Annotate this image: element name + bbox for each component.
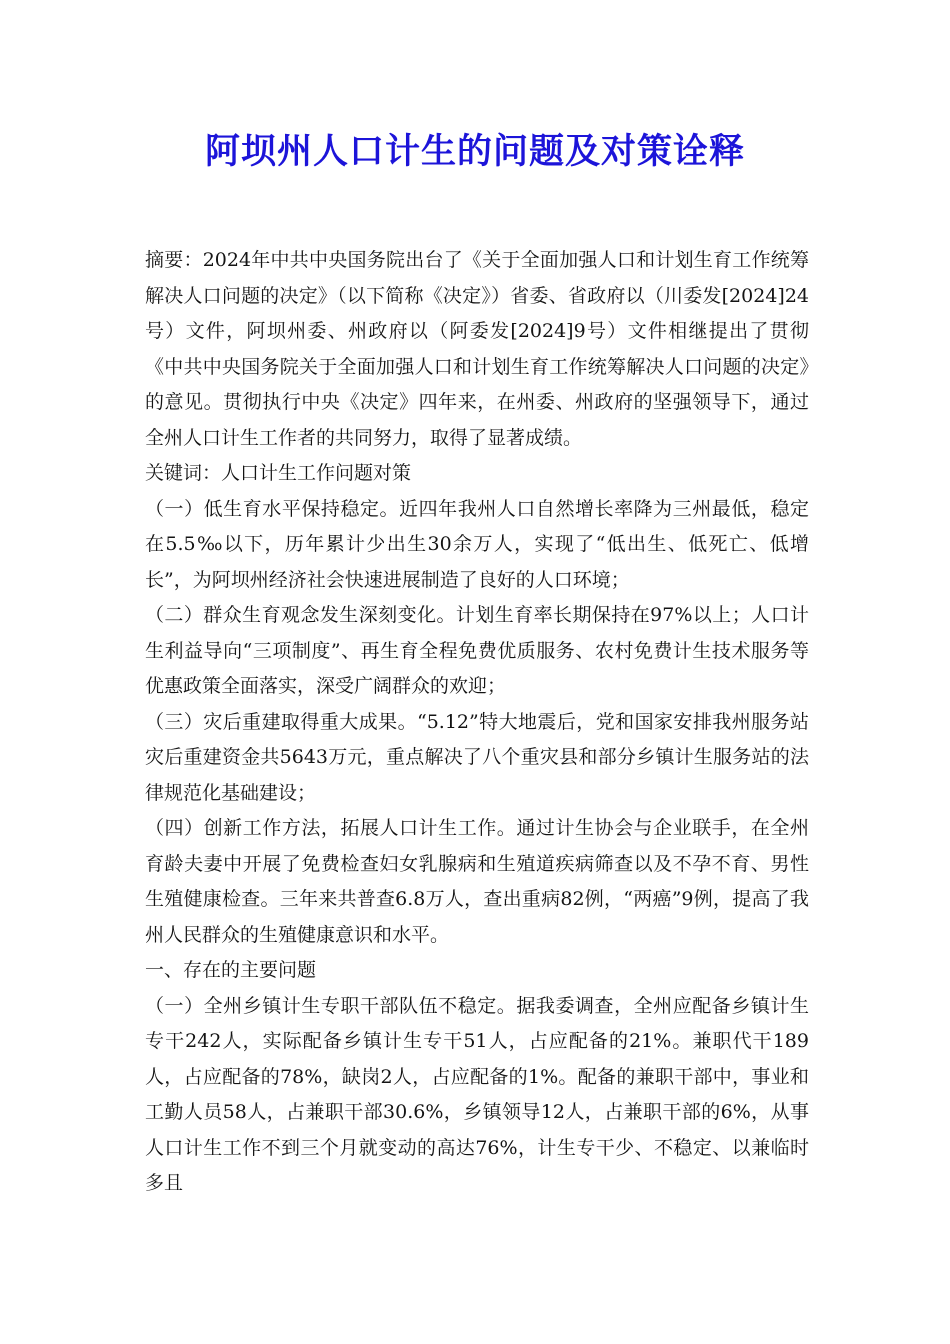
achievement-paragraph-4: （四）创新工作方法，拓展人口计生工作。通过计生协会与企业联手，在全州育龄夫妻中开展了免费检查妇女乳腺病和生殖道疾病筛查以及不孕不育、男性生殖健康检查。三年来共普查6.8万人，查出重病82例，“两癌”9例，提高了我州人民群众的生殖健康意识和水平。	[145, 817, 809, 946]
document-title: 阿坝州人口计生的问题及对策诠释	[204, 132, 745, 172]
keywords-line: 关键词：人口计生工作问题对策	[145, 462, 412, 484]
achievement-paragraph-3: （三）灾后重建取得重大成果。“5.12”特大地震后，党和国家安排我州服务站灾后重建资金共5643万元，重点解决了八个重灾县和部分乡镇计生服务站的法律规范化基础建设；	[145, 710, 809, 804]
achievement-paragraph-2: （二）群众生育观念发生深刻变化。计划生育率长期保持在97%以上；人口计生利益导向“三项制度”、再生育全程免费优质服务、农村免费计生技术服务等优惠政策全面落实，深受广阔群众的欢迎；	[145, 604, 809, 697]
problem-paragraph-1: （一）全州乡镇计生专职干部队伍不稳定。据我委调查，全州应配备乡镇计生专干242人，实际配备乡镇计生专干51人，占应配备的21%。兼职代干189人，占应配备的78%，缺岗2人，占应配备的1%。配备的兼职干部中，事业和工勤人员58人，占兼职干部30.6%，乡镇领导12人，占兼职干部的6%，从事人口计生工作不到三个月就变动的高达76%，计生专干少、不稳定、以兼临时多且	[145, 994, 809, 1194]
achievement-paragraph-1: （一）低生育水平保持稳定。近四年我州人口自然增长率降为三州最低，稳定在5.5‰以下，历年累计少出生30余万人，实现了“低出生、低死亡、低增长”，为阿坝州经济社会快速进展制造了良好的人口环境；	[145, 497, 809, 591]
abstract-paragraph: 摘要：2024年中共中央国务院出台了《关于全面加强人口和计划生育工作统筹解决人口问题的决定》（以下简称《决定》）省委、省政府以（川委发[2024]24号）文件，阿坝州委、州政府以（阿委发[2024]9号）文件相继提出了贯彻《中共中央国务院关于全面加强人口和计划生育工作统筹解决人口问题的决定》的意见。贯彻执行中央《决定》四年来，在州委、州政府的坚强领导下，通过全州人口计生工作者的共同努力，取得了显著成绩。	[145, 249, 809, 449]
document-body	[145, 243, 809, 1202]
section-heading: 一、存在的主要问题	[145, 959, 317, 981]
